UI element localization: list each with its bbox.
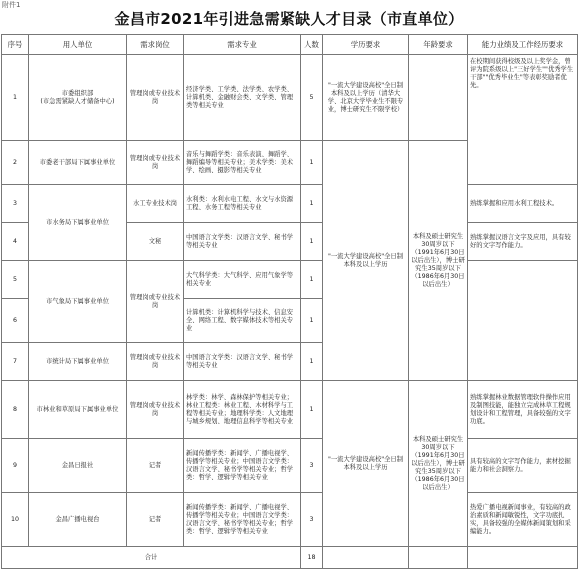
header-count: 人数 — [301, 35, 323, 55]
cell-no: 6 — [2, 299, 29, 343]
cell-major: 计算机类：计算机科学与技术、信息安全、网络工程、数字媒体技术等相关专业 — [184, 299, 301, 343]
cell-count: 1 — [301, 343, 323, 381]
cell-ability: 熟练掌握林业数据管理软件操作应用及制图技能，能独立完成林草工程规划设计和工程管理，具备较强的文字功底。 — [468, 381, 578, 439]
cell-ability: 具有较高的文字写作能力，素材挖掘能力和社会洞察力。 — [468, 439, 578, 493]
cell-post: 记者 — [127, 493, 184, 547]
total-count: 18 — [301, 547, 323, 569]
cell-count: 3 — [301, 493, 323, 547]
cell-unit: 金昌日报社 — [29, 439, 127, 493]
table-row — [2, 493, 578, 547]
cell-major: 新闻传播学类：新闻学、广播电视学、传播学等相关专业；中国语言文学类：汉语言文学、秘书学等相关专业；哲学类：哲学、逻辑学等相关专业 — [184, 439, 301, 493]
cell-ability: 熟练掌握和应用水利工程技术。 — [468, 185, 578, 223]
cell-unit: 市林业和草原局下属事业单位 — [29, 381, 127, 439]
cell-age: 本科及硕士研究生30周岁以下（1991年6月30日以后出生），博士研究生35周岁以下（1986年6月30日以后出生） — [409, 381, 468, 547]
cell-count: 1 — [301, 261, 323, 299]
header-ability: 能力业绩及工作经历要求 — [468, 35, 578, 55]
cell-no: 5 — [2, 261, 29, 299]
cell-major: 音乐与舞蹈学类：音乐表演、舞蹈学、舞蹈编导等相关专业；美术学类：美术学、绘画、摄影等相关专业 — [184, 141, 301, 185]
cell-count: 1 — [301, 185, 323, 223]
cell-count: 1 — [301, 141, 323, 185]
cell-post: 管理岗或专业技术岗 — [127, 381, 184, 439]
cell-unit: 市委老干部局下属事业单位 — [29, 141, 127, 185]
cell-ability: 热爱广播电视新闻事业，有较高的政治素质和新闻敏锐性，文字功底扎实，具备较强的全媒体新闻策划和采编能力。 — [468, 493, 578, 547]
cell-no: 7 — [2, 343, 29, 381]
cell-no: 4 — [2, 223, 29, 261]
cell-no: 9 — [2, 439, 29, 493]
cell-post: 记者 — [127, 439, 184, 493]
cell-education: "一流大学建设高校"全日制本科及以上学历（清华大学、北京大学毕业生不限专业，博士研究生不限学校） — [323, 55, 409, 141]
cell-unit: 市统计局下属事业单位 — [29, 343, 127, 381]
cell-post: 管理岗或专业技术岗 — [127, 141, 184, 185]
cell-count: 1 — [301, 381, 323, 439]
cell-ability: 熟练掌握汉语言文字及应用，具有较好的文字写作能力。 — [468, 223, 578, 261]
header-post: 需求岗位 — [127, 35, 184, 55]
cell-age: 本科及硕士研究生30周岁以下（1991年6月30日以后出生），博士研究生35周岁以下（1986年6月30日以后出生） — [409, 141, 468, 381]
header-age: 年龄要求 — [409, 35, 468, 55]
cell-post: 水工专业技术岗 — [127, 185, 184, 223]
cell-ability: 在校期间获得校级及以上奖学金，曾评为院系级以上"三好学生""优秀学生干部""优秀毕业生"等表彰奖励者优先。 — [468, 55, 578, 185]
cell-no: 2 — [2, 141, 29, 185]
header-unit: 用人单位 — [29, 35, 127, 55]
total-empty-cell — [409, 547, 468, 569]
cell-post: 管理岗或专业技术岗 — [127, 343, 184, 381]
cell-no: 8 — [2, 381, 29, 439]
header-major: 需求专业 — [184, 35, 301, 55]
cell-no: 3 — [2, 185, 29, 223]
cell-major: 大气科学类：大气科学、应用气象学等相关专业 — [184, 261, 301, 299]
cell-count: 1 — [301, 223, 323, 261]
cell-major: 水利类：水利水电工程、水文与水资源工程、水务工程等相关专业 — [184, 185, 301, 223]
attachment-label: 附件1 — [2, 1, 21, 9]
total-label: 合计 — [2, 547, 301, 569]
table-header-row — [2, 35, 578, 55]
table-row — [2, 439, 578, 493]
cell-ability — [468, 261, 578, 381]
cell-age — [409, 55, 468, 141]
cell-unit: 市水务局下属事业单位 — [29, 185, 127, 261]
cell-count: 1 — [301, 299, 323, 343]
header-education: 学历要求 — [323, 35, 409, 55]
table-row — [2, 55, 578, 141]
talent-catalog-table — [1, 34, 578, 569]
cell-no: 1 — [2, 55, 29, 141]
cell-major: 中国语言文学类：汉语言文学、秘书学等相关专业 — [184, 223, 301, 261]
cell-post: 文秘 — [127, 223, 184, 261]
cell-unit: 金昌广播电视台 — [29, 493, 127, 547]
cell-major: 新闻传播学类：新闻学、广播电视学、传播学等相关专业；中国语言文学类：汉语言文学、秘书学等相关专业；哲学类：哲学、逻辑学等相关专业 — [184, 493, 301, 547]
cell-unit: 市委组织部 (市急需紧缺人才储备中心) — [29, 55, 127, 141]
total-row — [2, 547, 578, 569]
cell-post: 管理岗或专业技术岗 — [127, 261, 184, 343]
table-row — [2, 185, 578, 223]
total-empty-cell — [468, 547, 578, 569]
cell-count: 5 — [301, 55, 323, 141]
table-row — [2, 261, 578, 299]
cell-education: "一流大学建设高校"全日制本科及以上学历 — [323, 381, 409, 547]
page-title: 金昌市2021年引进急需紧缺人才目录（市直单位） — [114, 10, 464, 28]
cell-count: 3 — [301, 439, 323, 493]
cell-no: 10 — [2, 493, 29, 547]
cell-unit: 市气象局下属事业单位 — [29, 261, 127, 343]
cell-major: 经济学类、工学类、法学类、农学类、计算机类、金融财会类、文学类、管理类等相关专业 — [184, 55, 301, 141]
table-row — [2, 381, 578, 439]
header-no: 序号 — [2, 35, 29, 55]
total-empty-cell — [323, 547, 409, 569]
cell-major: 中国语言文学类：汉语言文学、秘书学等相关专业 — [184, 343, 301, 381]
cell-post: 管理岗或专业技术岗 — [127, 55, 184, 141]
cell-education: "一流大学建设高校"全日制本科及以上学历 — [323, 141, 409, 381]
cell-major: 林学类：林学、森林保护等相关专业；林业工程类：林业工程、木材科学与工程等相关专业；地理科学类：人文地理与城乡规划、地理信息科学等相关专业 — [184, 381, 301, 439]
